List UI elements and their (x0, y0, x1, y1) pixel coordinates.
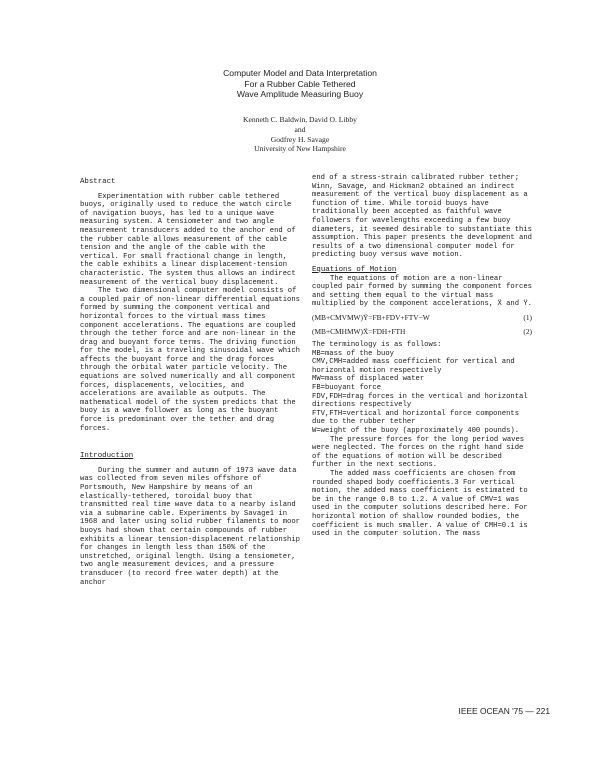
title-line-2: For a Rubber Cable Tethered (244, 78, 356, 89)
right-paragraph-1: end of a stress-strain calibrated rubber tether; Winn, Savage, and Hickman2 obtained an indirect measurement of the vertical buoy displacement as a function of time. While toroid buoys have traditionally been accepted as faithful wave followers for wavelengths exceeding a few buoy diameters, it seemed desirable to substantiate this assumption. This paper presents the development and results of a two dimensional computer model for predicting buoy versus wave motion. (312, 174, 532, 260)
author-name-2: Godfrey H. Savage (270, 134, 330, 144)
equation-2-number: (2) (523, 326, 532, 336)
equation-2 (312, 328, 532, 337)
terminology-intro: The terminology is as follows: (312, 341, 442, 350)
term-item: CMV,CMH=added mass coefficient for vertical and horizontal motion respectively (312, 358, 515, 375)
term-item: MW=mass of displaced water (312, 375, 425, 384)
left-column (80, 178, 302, 587)
paper-title (0, 68, 600, 100)
term-item: MB=mass of the buoy (312, 349, 394, 358)
abstract-paragraph-2: The two dimensional computer model consists of a coupled pair of non-linear differential equations formed by summing the component vertical and horizontal forces to the virtual mass times component accelerations. The equations are coupled through the tether force and are non-linear in the drag and buoyant force terms. The driving function for the model, is a traveling sinusoidal wave which affects the buoyant force and the drag forces through the orbital water particle velocity. The equations are solved numerically and all component forces, displacements, velocities, and accelerations are available as outputs. The mathematical model of the system predicts that the buoy is a wave follower as long as the buoyant force is predominant over the tether and drag forces. (80, 287, 300, 433)
equations-of-motion-heading: Equations of Motion (312, 265, 397, 274)
equations-paragraph: The equations of motion are a non-linear coupled pair formed by summing the component forces and setting them equal to the virtual mass multiplied by the component accelerations, Ẍ and Ÿ. (312, 274, 532, 309)
equation-1-body: (MB+CMVMW)Ÿ=FB+FDV+FTV−W (312, 312, 430, 322)
equation-1-number: (1) (523, 312, 532, 322)
abstract-paragraph-1: Experimentation with rubber cable tethered buoys, originally used to reduce the watch circle of navigation buoys, has led to a unique wave measuring system. A tensiometer and two angle measurement transducers added to the anchor end of the rubber cable allows measurement of the cable tension and the angle of the cable with the vertical. For small fractional change in length, the cable exhibits a linear displacement-tension characteristic. The system thus allows an indirect measurement of the vertical buoy displacement. (80, 192, 296, 287)
author-affiliation: University of New Hampshire (254, 144, 346, 154)
term-item: W=weight of the buoy (approximately 400 pounds). (312, 427, 520, 436)
title-line-1: Computer Model and Data Interpretation (223, 68, 377, 78)
pressure-forces-paragraph: The pressure forces for the long period waves were neglected. The forces on the right hand side of the equations of motion will be described further in the next sections. (312, 435, 525, 470)
title-line-3: Wave Amplitude Measuring Buoy (236, 89, 364, 100)
added-mass-paragraph: The added mass coefficients are chosen from rounded shaped body coefficients.3 For vertical motion, the added mass coefficient is estimated to be in the range 0.8 to 1.2. A value of CMV=1 was used in the computer solutions described here. For horizontal motion of shallow rounded bodies, the coefficient is much smaller. A value of CMH=0.1 is used in the computer solution. The mass (312, 470, 528, 539)
introduction-heading: Introduction (80, 452, 134, 461)
author-names: Kenneth C. Baldwin, David O. Libby (243, 115, 357, 124)
right-column (312, 174, 532, 539)
page-footer: IEEE OCEAN '75 — 221 (458, 706, 550, 716)
author-and: and (294, 124, 306, 134)
equation-1 (312, 314, 532, 323)
author-block (0, 115, 600, 154)
term-item: FB=buoyant force (312, 384, 382, 393)
term-item: FTV,FTH=vertical and horizontal force components due to the rubber tether (312, 409, 520, 427)
term-item: FDV,FDH=drag forces in the vertical and horizontal directions respectively (312, 392, 528, 410)
equation-2-body: (MB+CMHMW)Ẍ=FDH+FTH (312, 326, 406, 336)
introduction-paragraph-1: During the summer and autumn of 1973 wave data was collected from seven miles offshore of Portsmouth, New Hampshire by means of an elastically-tethered, toroidal buoy that transmitted real time wave data to a nearby island via a submarine cable. Experiments by Savage1 in 1968 and later using solid rubber filaments to moor buoys had shown that certain compounds of rubber exhibits a linear tension-displacement relationship for changes in length less than 150% of the unstretched, original length. Using a tensiometer, two angle measurement devices, and a pressure transducer (to record free water depth) at the anchor (80, 466, 300, 587)
abstract-heading: Abstract (80, 178, 116, 186)
